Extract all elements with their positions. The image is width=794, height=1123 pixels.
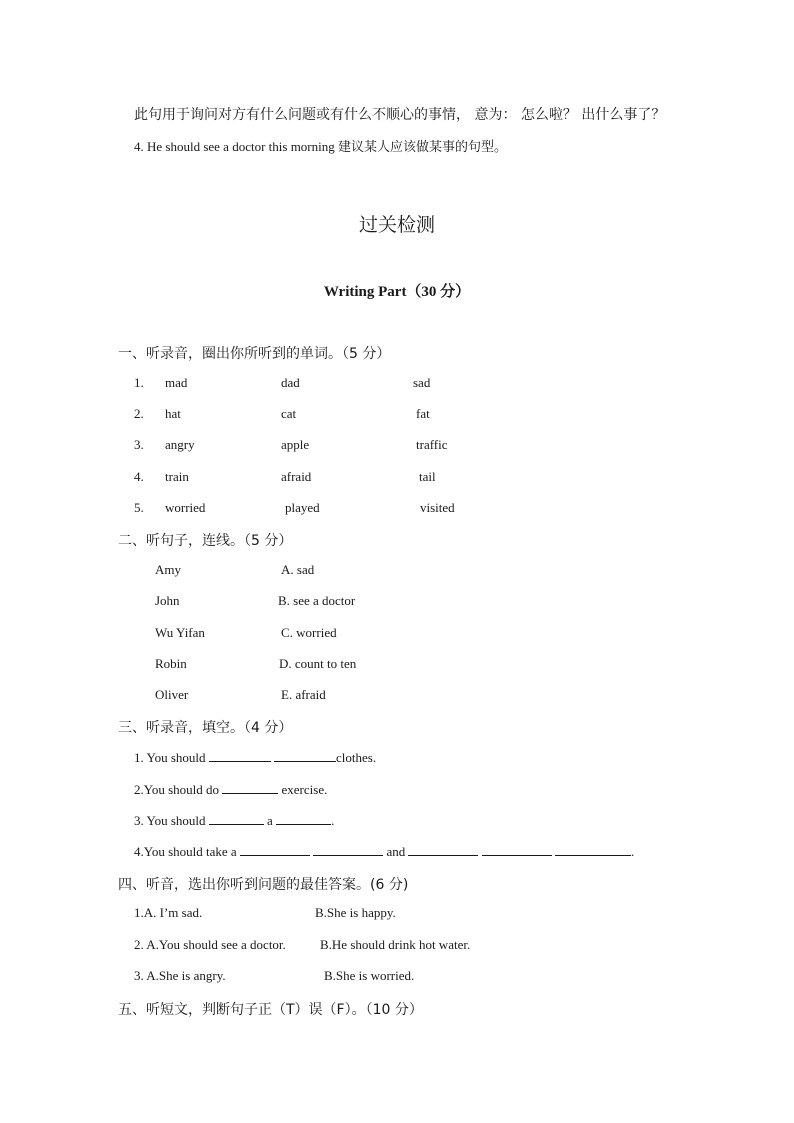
s3-q2-text-a: 2.You should do	[134, 782, 220, 797]
s2-name-3: Wu Yifan	[155, 625, 205, 640]
s3-question-4	[134, 843, 634, 860]
s4-q3-option-a: 3. A.She is angry.	[134, 968, 226, 983]
answer-blank[interactable]	[209, 749, 271, 762]
answer-blank[interactable]	[274, 749, 336, 762]
s1-row-4-num: 4.	[134, 469, 144, 484]
s1-row-4-word-a: train	[165, 469, 189, 484]
s3-question-1	[134, 749, 376, 766]
s4-q3-option-b: B.She is worried.	[324, 968, 415, 983]
s4-q1-option-b: B.She is happy.	[315, 905, 396, 920]
section-5-heading: 五、听短文，判断句子正（T）误（F）。（10 分）	[118, 1002, 423, 1018]
s1-row-5-word-b: played	[285, 500, 320, 515]
s1-row-1-word-c: sad	[413, 375, 431, 390]
s3-question-3	[134, 812, 334, 829]
answer-blank[interactable]	[555, 843, 631, 856]
answer-blank[interactable]	[313, 843, 383, 856]
s1-row-4-word-b: afraid	[281, 469, 312, 484]
s2-name-4: Robin	[155, 656, 187, 671]
s3-q4-text-a: 4.You should take a	[134, 844, 237, 859]
s3-q1-text-b: clothes.	[336, 750, 377, 765]
s1-row-1-word-a: mad	[165, 375, 188, 390]
s1-row-2-num: 2.	[134, 406, 144, 421]
answer-blank[interactable]	[482, 843, 552, 856]
s1-row-2-word-b: cat	[281, 406, 297, 421]
s2-option-4: D. count to ten	[279, 656, 357, 671]
intro-line-1: 此句用于询问对方有什么问题或有什么不顺心的事情， 意为： 怎么啦？ 出什么事了？	[134, 107, 666, 123]
s1-row-2-word-a: hat	[165, 406, 181, 421]
s3-question-2	[134, 781, 327, 798]
s1-row-1-word-b: dad	[281, 375, 300, 390]
s1-row-3-num: 3.	[134, 437, 144, 452]
s3-q3-text-b: a	[267, 813, 273, 828]
s3-q4-text-c: .	[630, 844, 635, 859]
answer-blank[interactable]	[276, 812, 331, 825]
s3-q3-text-c: .	[331, 813, 335, 828]
s1-row-5-word-c: visited	[420, 500, 455, 515]
section-4-heading: 四、听音，选出你听到问题的最佳答案。(6 分)	[118, 877, 409, 893]
s3-q4-text-b: and	[386, 844, 406, 859]
section-1-heading: 一、听录音，圈出你所听到的单词。（5 分）	[118, 346, 391, 362]
s2-option-2: B. see a doctor	[278, 593, 356, 608]
s1-row-5-num: 5.	[134, 500, 144, 515]
s2-name-1: Amy	[155, 562, 181, 577]
s3-q3-text-a: 3. You should	[134, 813, 206, 828]
s3-q2-text-b: exercise.	[281, 782, 328, 797]
s4-q2-option-a: 2. A.You should see a doctor.	[134, 937, 286, 952]
answer-blank[interactable]	[222, 781, 278, 794]
s4-q1-option-a: 1.A. I’m sad.	[134, 905, 203, 920]
s1-row-3-word-c: traffic	[416, 437, 448, 452]
page-subtitle: Writing Part（30 分）	[323, 284, 471, 300]
s2-name-5: Oliver	[155, 687, 189, 702]
s2-option-3: C. worried	[281, 625, 337, 640]
s1-row-1-num: 1.	[134, 375, 144, 390]
s1-row-4-word-c: tail	[419, 469, 436, 484]
answer-blank[interactable]	[240, 843, 310, 856]
answer-blank[interactable]	[209, 812, 264, 825]
page-title: 过关检测	[358, 214, 435, 236]
s1-row-3-word-a: angry	[165, 437, 195, 452]
s4-q2-option-b: B.He should drink hot water.	[320, 937, 471, 952]
answer-blank[interactable]	[408, 843, 478, 856]
s1-row-5-word-a: worried	[165, 500, 206, 515]
s1-row-2-word-c: fat	[416, 406, 430, 421]
s2-name-2: John	[155, 593, 180, 608]
s2-option-1: A. sad	[281, 562, 315, 577]
s3-q1-text-a: 1. You should	[134, 750, 206, 765]
section-3-heading: 三、听录音，填空。（4 分）	[118, 720, 293, 736]
section-2-heading: 二、听句子，连线。（5 分）	[118, 533, 293, 549]
s1-row-3-word-b: apple	[281, 437, 310, 452]
intro-line-2: 4. He should see a doctor this morning 建议某人应该做某事的句型。	[134, 139, 507, 154]
s2-option-5: E. afraid	[281, 687, 326, 702]
